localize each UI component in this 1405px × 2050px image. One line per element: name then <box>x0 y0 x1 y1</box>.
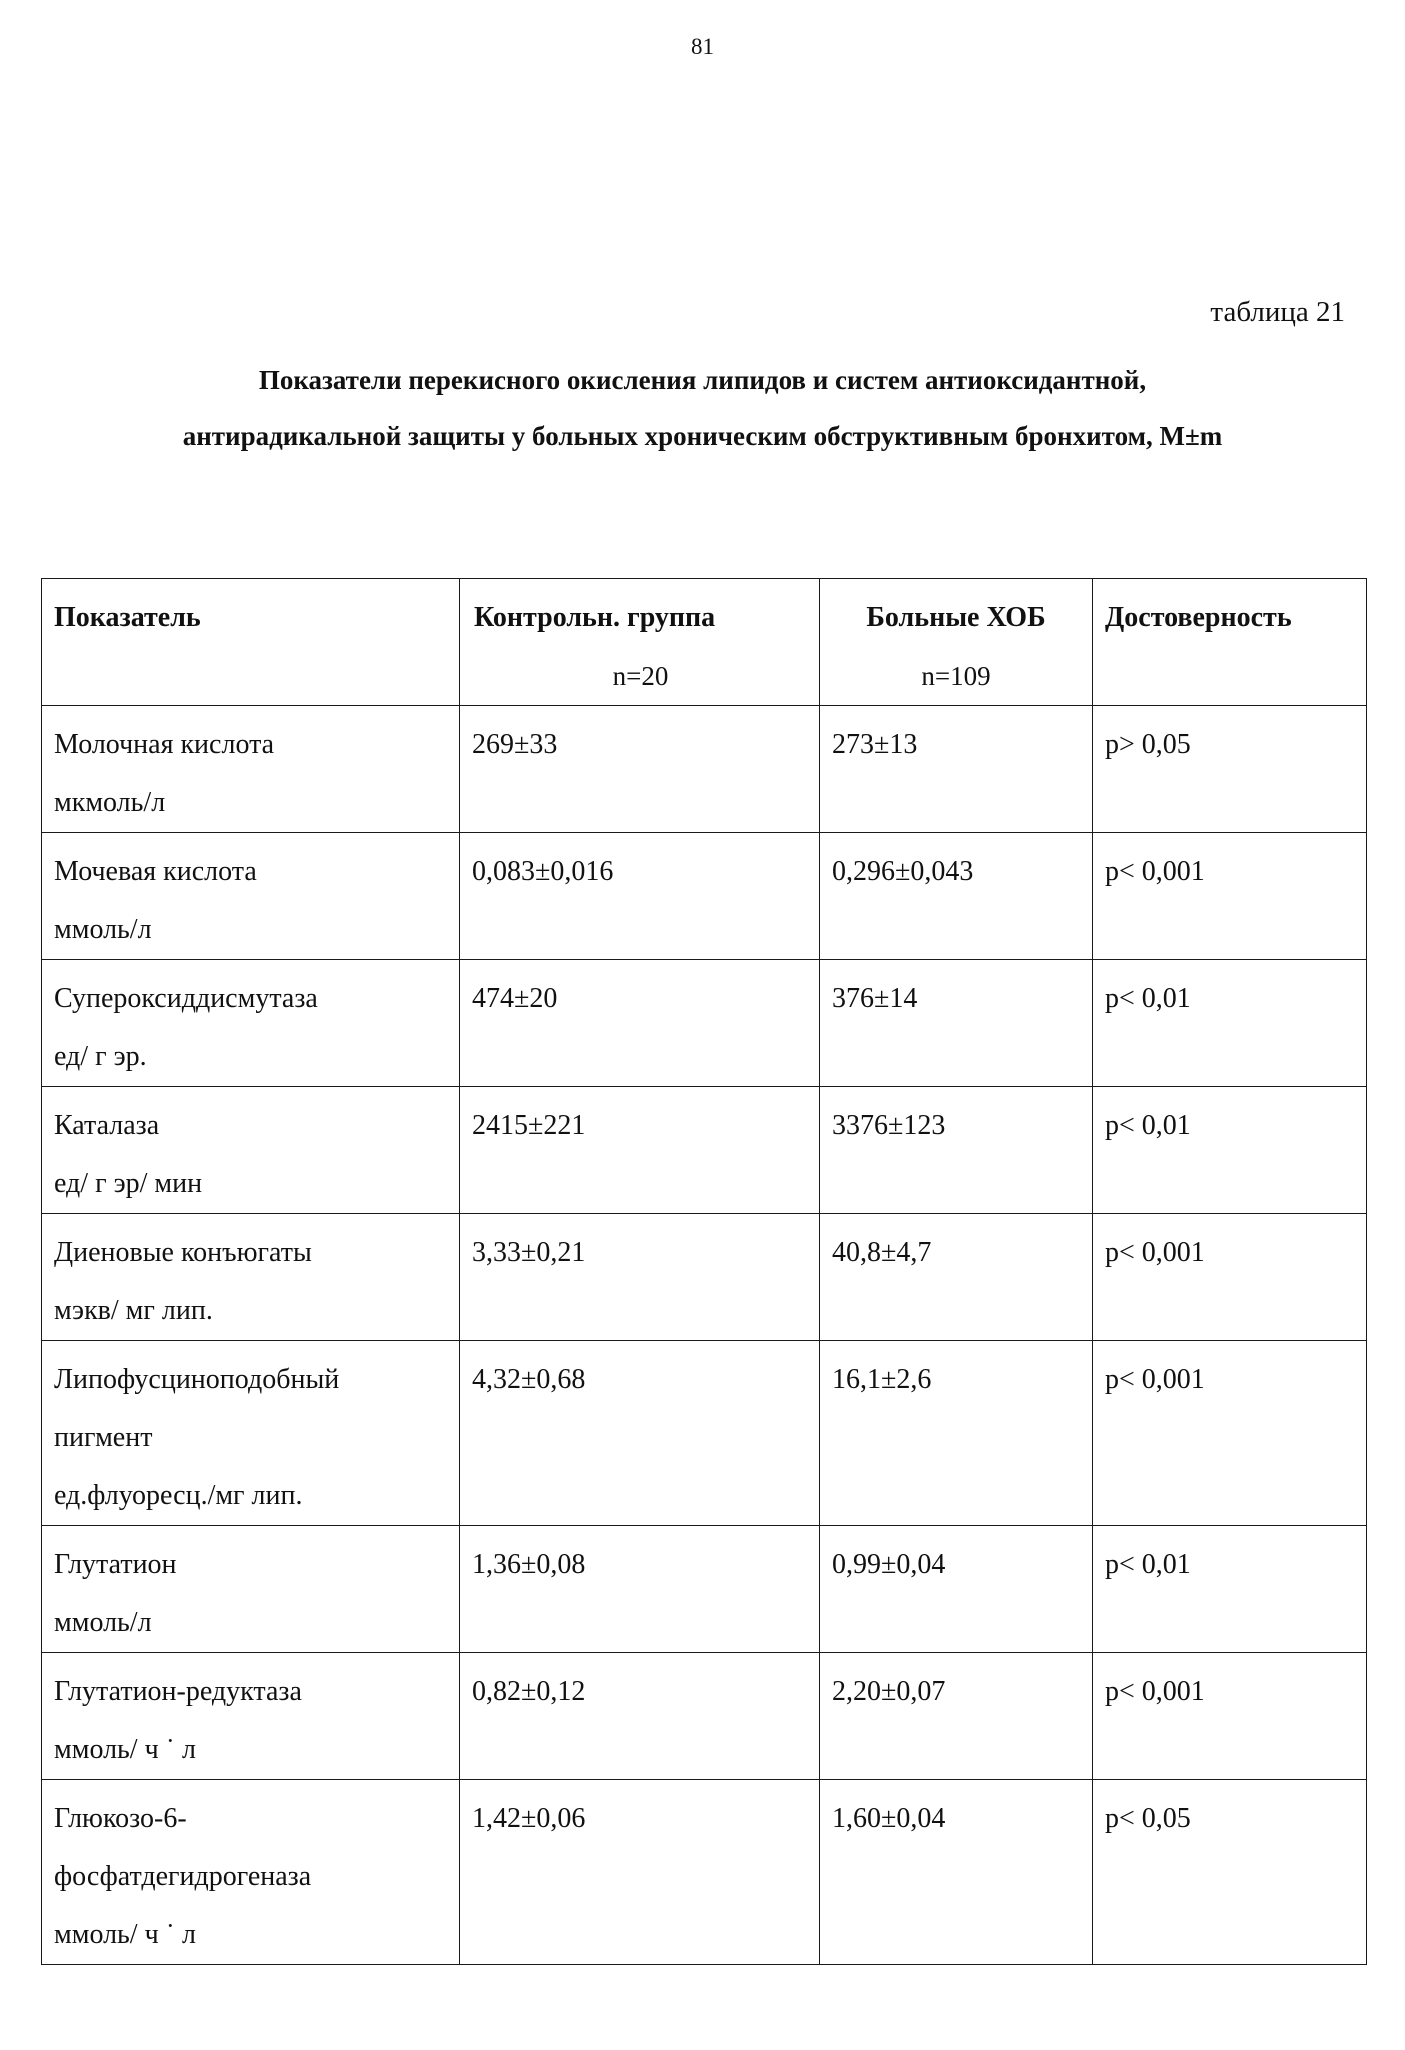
patients-value: 273±13 <box>820 706 1093 833</box>
patients-value: 376±14 <box>820 960 1093 1087</box>
table-row <box>42 833 1367 960</box>
control-value: 269±33 <box>460 706 820 833</box>
header-control-group <box>460 579 820 706</box>
control-value: 1,36±0,08 <box>460 1526 820 1653</box>
table-label: таблица 21 <box>1210 296 1345 328</box>
indicator-cell: Каталаза ед/ г эр/ мин <box>42 1087 460 1214</box>
control-value: 1,42±0,06 <box>460 1780 820 1965</box>
data-table <box>41 578 1367 1965</box>
table-row <box>42 1214 1367 1341</box>
control-value: 474±20 <box>460 960 820 1087</box>
header-patients <box>820 579 1093 706</box>
significance-value: p< 0,001 <box>1093 1341 1367 1526</box>
table-title <box>40 352 1365 464</box>
table-title-line: Показатели перекисного окисления липидов и систем антиоксидантной, <box>258 365 1147 395</box>
table-row <box>42 1526 1367 1653</box>
control-value: 2415±221 <box>460 1087 820 1214</box>
significance-value: p< 0,001 <box>1093 833 1367 960</box>
significance-value: p< 0,01 <box>1093 960 1367 1087</box>
indicator-cell: Диеновые конъюгаты мэкв/ мг лип. <box>42 1214 460 1341</box>
table-row <box>42 1341 1367 1526</box>
patients-value: 16,1±2,6 <box>820 1341 1093 1526</box>
header-control-label: Контрольн. группа <box>474 602 716 633</box>
significance-value: p< 0,05 <box>1093 1780 1367 1965</box>
header-indicator: Показатель <box>42 579 460 706</box>
header-control-n: n=20 <box>612 661 669 691</box>
table-row <box>42 1780 1367 1965</box>
header-significance: Достоверность <box>1093 579 1367 706</box>
control-value: 4,32±0,68 <box>460 1341 820 1526</box>
table-row <box>42 1653 1367 1780</box>
patients-value: 0,296±0,043 <box>820 833 1093 960</box>
patients-value: 40,8±4,7 <box>820 1214 1093 1341</box>
table-row <box>42 706 1367 833</box>
control-value: 0,82±0,12 <box>460 1653 820 1780</box>
significance-value: p< 0,01 <box>1093 1526 1367 1653</box>
significance-value: p> 0,05 <box>1093 706 1367 833</box>
indicator-cell: Глутатион-редуктаза ммоль/ ч ˙ л <box>42 1653 460 1780</box>
significance-value: p< 0,001 <box>1093 1214 1367 1341</box>
patients-value: 3376±123 <box>820 1087 1093 1214</box>
indicator-cell: Липофусциноподобный пигмент ед.флуоресц./мг лип. <box>42 1341 460 1526</box>
indicator-cell: Глутатион ммоль/л <box>42 1526 460 1653</box>
indicator-cell: Молочная кислота мкмоль/л <box>42 706 460 833</box>
page-number: 81 <box>691 34 714 59</box>
control-value: 3,33±0,21 <box>460 1214 820 1341</box>
table-row <box>42 960 1367 1087</box>
table-title-line: антирадикальной защиты у больных хроническим обструктивным бронхитом, M±m <box>182 421 1223 451</box>
significance-value: p< 0,001 <box>1093 1653 1367 1780</box>
indicator-cell: Супероксиддисмутаза ед/ г эр. <box>42 960 460 1087</box>
table-row <box>42 1087 1367 1214</box>
header-patients-label: Больные ХОБ <box>866 602 1046 633</box>
table-header-row <box>42 579 1367 706</box>
significance-value: p< 0,01 <box>1093 1087 1367 1214</box>
patients-value: 1,60±0,04 <box>820 1780 1093 1965</box>
patients-value: 0,99±0,04 <box>820 1526 1093 1653</box>
control-value: 0,083±0,016 <box>460 833 820 960</box>
indicator-cell: Мочевая кислота ммоль/л <box>42 833 460 960</box>
indicator-cell: Глюкозо-6- фосфатдегидрогеназа ммоль/ ч ˙ л <box>42 1780 460 1965</box>
patients-value: 2,20±0,07 <box>820 1653 1093 1780</box>
header-patients-n: n=109 <box>921 661 991 691</box>
